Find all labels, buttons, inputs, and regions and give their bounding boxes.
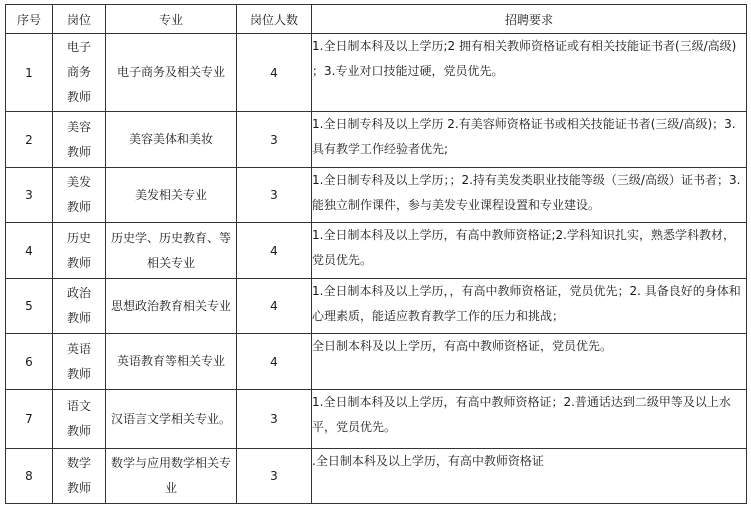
row-requirements: 1.全日制专科及以上学历 2.有美容师资格证书或相关技能证书者(三级/高级)；3.具有教学工作经验者优先; [312,112,747,168]
table-header [6,5,747,34]
row-requirements: 全日制本科及以上学历，有高中教师资格证，党员优先。 [312,334,747,390]
recruitment-table [5,4,747,504]
row-position [53,168,106,223]
row-position [53,34,106,112]
row-count: 4 [237,34,312,112]
row-major: 数学与应用数学相关专业 [106,449,237,504]
row-seq: 5 [6,279,53,334]
row-requirements: 1.全日制本科及以上学历，有高中教师资格证;2.学科知识扎实，熟悉学科教材，党员优先。 [312,223,747,279]
table-row [6,279,747,334]
row-requirements: .全日制本科及以上学历，有高中教师资格证 [312,449,747,504]
row-count: 3 [237,112,312,168]
row-position [53,279,106,334]
row-position [53,449,106,504]
row-count: 4 [237,223,312,279]
row-seq: 1 [6,34,53,112]
row-major: 思想政治教育相关专业 [106,279,237,334]
row-major: 电子商务及相关专业 [106,34,237,112]
header-position: 岗位 [53,5,106,34]
row-count: 3 [237,449,312,504]
position-text: 历史教师 [67,230,92,270]
header-row [6,5,747,34]
table-row [6,223,747,279]
row-major: 英语教育等相关专业 [106,334,237,390]
position-text: 美容教师 [67,119,92,159]
row-count: 4 [237,279,312,334]
row-position [53,112,106,168]
row-count: 3 [237,390,312,449]
row-requirements: 1.全日制本科及以上学历，有高中教师资格证；2.普通话达到二级甲等及以上水平，党员优先。 [312,390,747,449]
row-position [53,390,106,449]
row-seq: 8 [6,449,53,504]
row-requirements: 1.全日制本科及以上学历，，有高中教师资格证，党员优先；2. 具备良好的身体和心理素质，能适应教育教学工作的压力和挑战； [312,279,747,334]
table-row [6,334,747,390]
row-position [53,334,106,390]
table-row [6,168,747,223]
row-seq: 4 [6,223,53,279]
header-major: 专业 [106,5,237,34]
header-count: 岗位人数 [237,5,312,34]
row-requirements: 1.全日制专科及以上学历；；2.持有美发类职业技能等级（三级/高级）证书者；3.能独立制作课件，参与美发专业课程设置和专业建设。 [312,168,747,223]
row-requirements: 1.全日制本科及以上学历;2 拥有相关教师资格证或有相关技能证书者(三级/高级) ；3.专业对口技能过硬，党员优先。 [312,34,747,112]
position-text: 电子商务教师 [67,40,92,104]
table-body [6,34,747,504]
row-seq: 2 [6,112,53,168]
row-major: 历史学、历史教育、等相关专业 [106,223,237,279]
row-count: 3 [237,168,312,223]
row-major: 美发相关专业 [106,168,237,223]
position-text: 美发教师 [67,175,92,214]
header-requirements: 招聘要求 [312,5,747,34]
position-text: 政治教师 [67,286,92,325]
row-major: 汉语言文学相关专业。 [106,390,237,449]
row-count: 4 [237,334,312,390]
row-seq: 7 [6,390,53,449]
row-seq: 6 [6,334,53,390]
position-text: 英语教师 [67,341,92,381]
table-row [6,449,747,504]
row-seq: 3 [6,168,53,223]
table-row [6,34,747,112]
position-text: 语文教师 [67,399,92,438]
table-row [6,390,747,449]
position-text: 数学教师 [67,456,92,495]
header-seq: 序号 [6,5,53,34]
row-position [53,223,106,279]
row-major: 美容美体和美妆 [106,112,237,168]
table-row [6,112,747,168]
